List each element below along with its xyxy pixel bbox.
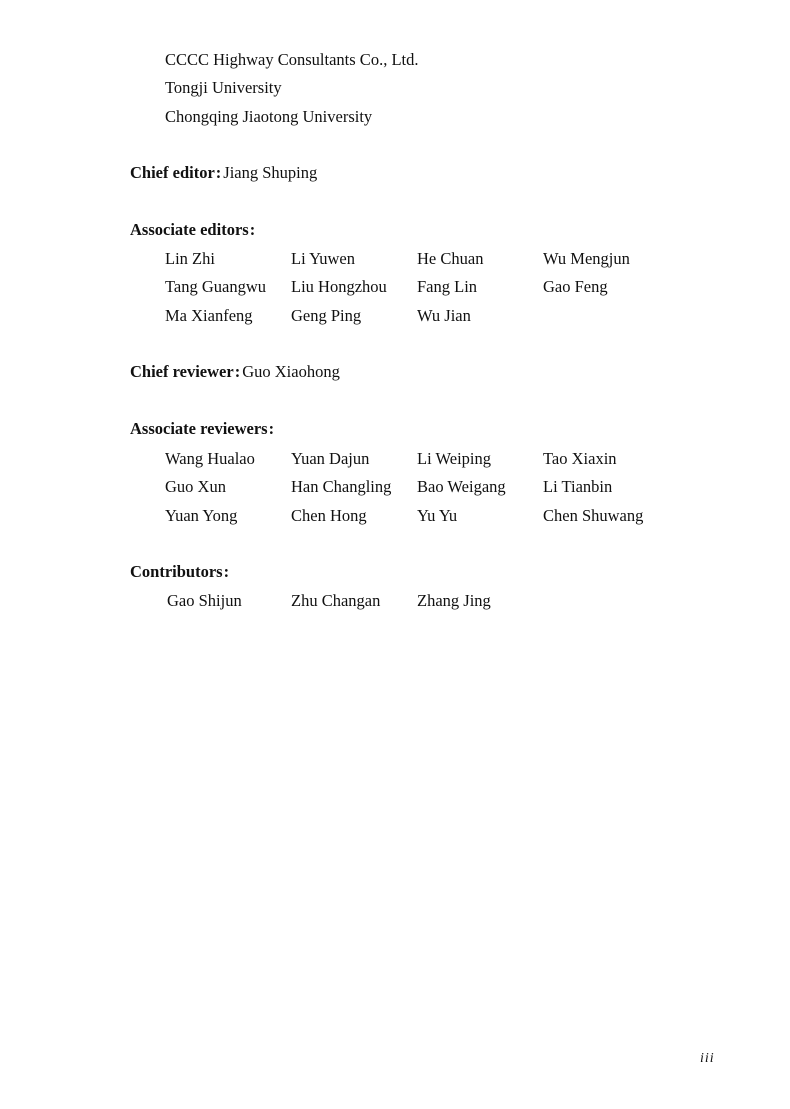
name-cell: Chen Hong [291, 506, 367, 525]
name-cell: Yu Yu [417, 506, 458, 525]
chief-reviewer-name: Guo Xiaohong [242, 362, 340, 381]
name-cell: Zhang Jing [417, 591, 491, 610]
associate-editors-label: Associate editors [130, 220, 249, 239]
chief-editor-line [130, 163, 317, 183]
organization-line: Tongji University [165, 78, 282, 97]
chief-editor-separator: : [215, 163, 222, 182]
organization-line: CCCC Highway Consultants Co., Ltd. [165, 50, 419, 69]
name-cell: Fang Lin [417, 277, 478, 296]
name-cell: Zhu Changan [291, 591, 381, 610]
name-cell: Gao Feng [543, 277, 608, 296]
chief-editor-name: Jiang Shuping [223, 163, 318, 182]
name-cell: Li Tianbin [543, 477, 613, 496]
name-cell: Chen Shuwang [543, 506, 644, 525]
name-cell: Ma Xianfeng [165, 306, 253, 325]
name-cell: Lin Zhi [165, 249, 215, 268]
page-number: iii [700, 1051, 715, 1066]
name-cell: Wu Mengjun [543, 249, 630, 268]
name-cell: Geng Ping [291, 306, 362, 325]
name-cell: Tang Guangwu [165, 277, 267, 296]
chief-reviewer-separator: : [234, 362, 241, 381]
name-cell: Han Changling [291, 477, 392, 496]
associate-editors-separator: : [249, 220, 256, 239]
chief-editor-label: Chief editor [130, 163, 215, 182]
name-cell: Wang Hualao [165, 449, 255, 468]
associate-reviewers-heading [130, 419, 276, 439]
associate-reviewers-separator: : [268, 419, 275, 438]
associate-reviewers-label: Associate reviewers [130, 419, 268, 438]
associate-editors-heading [130, 220, 257, 240]
contributors-separator: : [223, 562, 230, 581]
name-cell: He Chuan [417, 249, 484, 268]
name-cell: Wu Jian [417, 306, 471, 325]
name-cell: Guo Xun [165, 477, 226, 496]
contributors-label: Contributors [130, 562, 223, 581]
name-cell: Bao Weigang [417, 477, 506, 496]
name-cell: Tao Xiaxin [543, 449, 617, 468]
name-cell: Yuan Dajun [291, 449, 370, 468]
organization-line: Chongqing Jiaotong University [165, 107, 373, 126]
name-cell: Liu Hongzhou [291, 277, 387, 296]
name-cell: Yuan Yong [165, 506, 238, 525]
contributors-heading [130, 562, 231, 582]
chief-reviewer-line [130, 362, 340, 382]
name-cell: Gao Shijun [167, 591, 242, 610]
chief-reviewer-label: Chief reviewer [130, 362, 234, 381]
name-cell: Li Yuwen [291, 249, 356, 268]
name-cell: Li Weiping [417, 449, 491, 468]
